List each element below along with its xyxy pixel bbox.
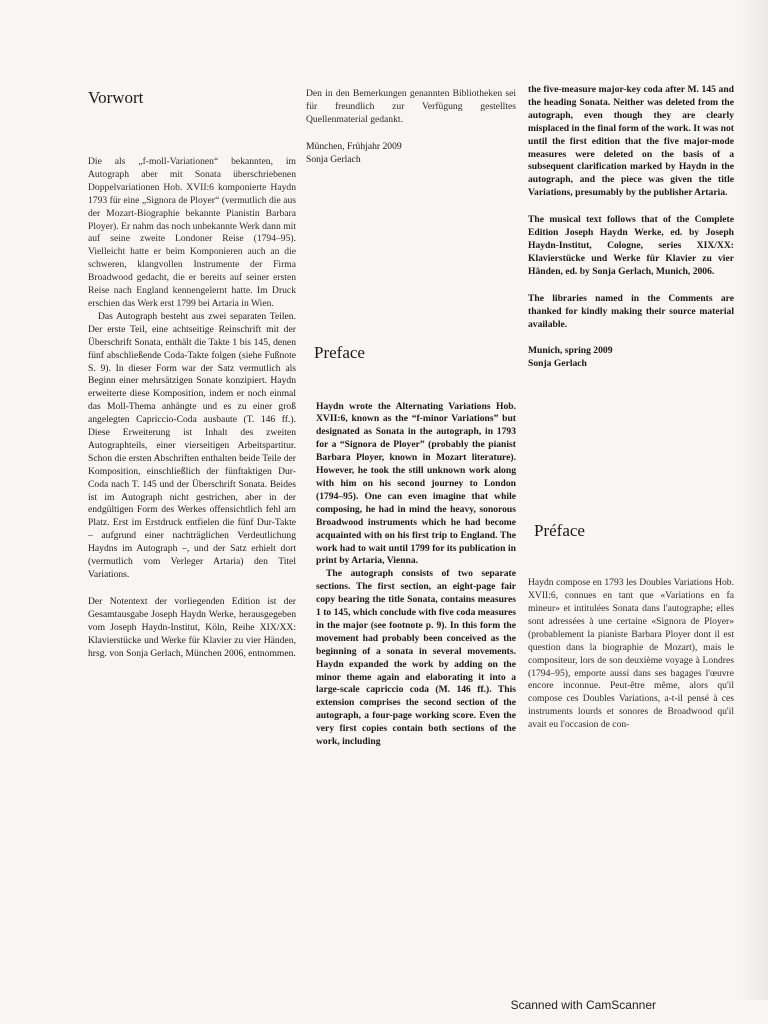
column-middle bbox=[306, 88, 516, 749]
preface-paragraph-2: The autograph consists of two separate sections. The first section, an eight-page fair copy bearing the title Sonata, contains measures 1 to 145, which conclude with five coda measures in the major (see footnote p. 9). In this form the movement had probably been conceived as the beginning of a sonata in several movements. Haydn expanded the work by adding on the minor theme again and elaborating it into a large-scale capriccio coda (M. 146 ff.). This extension comprises the second section of the autograph, a four-page working score. Even the very first copies contain both sections of the work, including bbox=[316, 568, 516, 748]
heading-preface: Preface bbox=[314, 342, 365, 362]
preface-place-date: Munich, spring 2009 bbox=[528, 345, 613, 357]
preface-paragraph-4: The musical text follows that of the Complete Edition Joseph Haydn Werke, ed. by Joseph Haydn-Institut, Cologne, series XIX/XX: Klavierstücke und Werke für Klavier zu vier Händen, ed. by Sonja Gerlach, Munich, 2006. bbox=[528, 214, 734, 277]
scanner-watermark: Scanned with CamScanner bbox=[510, 998, 656, 1012]
preface-french-paragraph-1: Haydn compose en 1793 les Doubles Variations Hob. XVII:6, connues en tant que «Variations en fa mineur» et intitulées Sonata dans l'autographe; elles sont adressées à une certaine «Signora de Ployer» (probablement la pianiste Barbara Ployer dont il est question dans la biographie de Mozart), mais le compositeur, lors de son deuxième voyage à Londres (1794–95), emporte aussi dans ses bagages l'œuvre encore inconnue. Peut-être même, alors qu'il compose ces Doubles Variations, a-t-il pensé à ces instruments lourds et sonores de Broadwood qu'il avait eu l'occasion de con- bbox=[528, 577, 734, 731]
heading-preface-french: Préface bbox=[534, 521, 585, 541]
preface-paragraph-3: the five-measure major-key coda after M. 145 and the heading Sonata. Neither was deleted from the autograph, even though they are clearly misplaced in the final form of the work. It was not until the first edition that the five major-mode measures were deleted on the basis of a subsequent clarification marked by Haydn in the autograph, and the piece was given the title Variations, presumably by the publisher Artaria. bbox=[528, 84, 734, 199]
heading-vorwort: Vorwort bbox=[88, 88, 144, 107]
preface-paragraph-1: Haydn wrote the Alternating Variations Hob. XVII:6, known as the “f-minor Variations” but designated as Sonata in the autograph, in 1793 for a “Signora de Ployer” (probably the pianist Barbara Ployer, known in Mozart literature). However, he took the still unknown work along with him on his second journey to London (1794–95). One can even imagine that while composing, he had in mind the heavy, sonorous Broadwood instruments which he had become acquainted with on his first trip to England. The work had to wait until 1799 for its publication in print by Artaria, Vienna. bbox=[316, 400, 516, 567]
vorwort-paragraph-3: Der Notentext der vorliegenden Edition ist der Gesamtausgabe Joseph Haydn Werke, herausgegeben vom Joseph Haydn-Institut, Köln, Reihe XIX/XX: Klavierstücke und Werke für Klavier zu vier Händen, hrsg. von Sonja Gerlach, München 2006, entnommen. bbox=[88, 595, 296, 659]
vorwort-thanks: Den in den Bemerkungen genannten Bibliotheken sei für freundlich zur Verfügung gestelltes Quellenmaterial gedankt. bbox=[306, 88, 516, 125]
column-german bbox=[88, 88, 296, 660]
preface-author: Sonja Gerlach bbox=[528, 358, 587, 370]
vorwort-paragraph-1: Die als „f-moll-Variationen“ bekannten, im Autograph aber mit Sonata überschriebenen Doppelvariationen Hob. XVII:6 komponierte Haydn 1793 für eine „Signora de Ployer“ (vermutlich die aus der Mozart-Biographie bekannte Pianistin Barbara Ployer). Er nahm das noch unbekannte Werk dann mit auf seine zweite Londoner Reise (1794–95). Vielleicht hatte er beim Komponieren auch an die schweren, klangvollen Instrumente der Firma Broadwood gedacht, die er bereits auf seiner ersten Reise nach England kennengelernt hatte. Im Druck erschien das Werk erst 1799 bei Artaria in Wien. bbox=[88, 156, 296, 309]
vorwort-paragraph-2: Das Autograph besteht aus zwei separaten Teilen. Der erste Teil, eine achtseitige Reinschrift mit der Überschrift Sonata, enthält die Takte 1 bis 145, denen fünf abschließende Coda-Takte folgen (siehe Fußnote S. 9). In dieser Form war der Satz vermutlich als Beginn einer mehrsätzigen Sonate konzipiert. Haydn erweiterte diese Komposition, indem er noch einmal das Moll-Thema anhängte und es zu einer groß angelegten Capriccio-Coda ausbaute (T. 146 ff.). Diese Erweiterung ist Inhalt des zweiten Autographteils, einer vierseitigen Arbeitspartitur. Schon die ersten Abschriften enthalten beide Teile der Komposition, einschließlich der fünftaktigen Dur-Coda nach T. 145 und der Überschrift Sonata. Beides ist im Autograph nicht gestrichen, aber in der endgültigen Form des Werkes offensichtlich fehl am Platz. Erst im Erstdruck entfielen die fünf Dur-Takte – aufgrund einer nachträglichen Verdeutlichung Haydns im Autograph –, und der Satz erhielt dort (vermutlich vom Verleger Artaria) den Titel Variations. bbox=[88, 310, 296, 580]
page-edge-shadow bbox=[734, 0, 768, 1000]
preface-paragraph-5: The libraries named in the Comments are thanked for kindly making their source material available. bbox=[528, 292, 734, 330]
column-right bbox=[528, 84, 734, 732]
vorwort-author: Sonja Gerlach bbox=[306, 153, 361, 165]
vorwort-place-date: München, Frühjahr 2009 bbox=[306, 140, 402, 152]
